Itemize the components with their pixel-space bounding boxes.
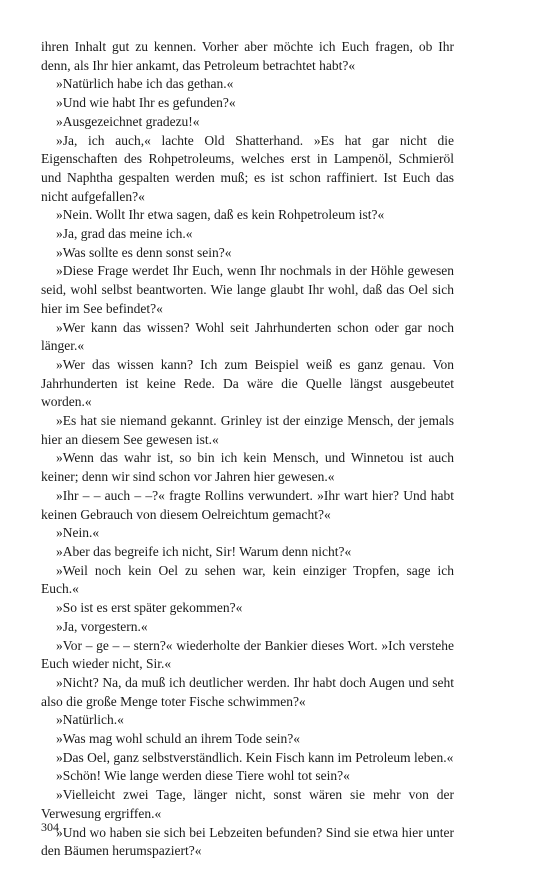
paragraph: »Nein. Wollt Ihr etwa sagen, daß es kein Rohpetroleum ist?«	[56, 207, 385, 223]
paragraph: »Ausgezeichnet gradezu!«	[56, 113, 200, 129]
paragraph: »Natürlich habe ich das gethan.«	[56, 76, 234, 92]
paragraph: »Und wo haben sie sich bei Lebzeiten befunden? Sind sie etwa hier unter den Bäumen herumspaziert?«	[41, 824, 454, 859]
paragraph: »Schön! Wie lange werden diese Tiere wohl tot sein?«	[56, 768, 350, 784]
paragraph: »Und wie habt Ihr es gefunden?«	[56, 95, 236, 111]
paragraph: »Ihr – – auch – –?« fragte Rollins verwundert. »Ihr wart hier? Und habt keinen Gebrauch von diesem Oelreichtum gemacht?«	[41, 487, 454, 522]
paragraph: »So ist es erst später gekommen?«	[56, 600, 243, 616]
paragraph: »Wer kann das wissen? Wohl seit Jahrhunderten schon oder gar noch länger.«	[41, 319, 454, 354]
paragraph: »Nein.«	[56, 525, 100, 541]
paragraph: »Vielleicht zwei Tage, länger nicht, sonst wären sie mehr von der Verwesung ergriffen.«	[41, 787, 454, 821]
paragraph: »Vor – ge – – stern?« wiederholte der Bankier dieses Wort. »Ich verstehe Euch wieder nicht, Sir.«	[41, 637, 454, 672]
paragraph: »Was sollte es denn sonst sein?«	[56, 244, 232, 260]
paragraph: »Ja, grad das meine ich.«	[56, 226, 193, 242]
paragraph: »Wer das wissen kann? Ich zum Beispiel weiß es ganz genau. Von Jahrhunderten ist keine Rede. Da wäre die Quelle längst ausgebeutet worden.«	[41, 356, 454, 410]
paragraph: »Nicht? Na, da muß ich deutlicher werden. Ihr habt doch Augen und seht also die große Menge toter Fische schwimmen?«	[41, 674, 454, 709]
paragraph: »Natürlich.«	[56, 712, 124, 728]
paragraph: »Weil noch kein Oel zu sehen war, kein einziger Tropfen, sage ich Euch.«	[41, 562, 454, 597]
paragraph: »Was mag wohl schuld an ihrem Tode sein?«	[56, 731, 301, 747]
paragraph: »Wenn das wahr ist, so bin ich kein Mensch, und Winnetou ist auch keiner; denn wir sind schon vor Jahren hier gewesen.«	[41, 450, 454, 485]
paragraph: »Ja, vorgestern.«	[56, 618, 148, 634]
paragraph: ihren Inhalt gut zu kennen. Vorher aber möchte ich Euch fragen, ob Ihr denn, als Ihr hier ankamt, das Petroleum betrachtet habt?«	[41, 39, 454, 73]
paragraph: »Aber das begreife ich nicht, Sir! Warum denn nicht?«	[56, 543, 352, 559]
paragraph: »Ja, ich auch,« lachte Old Shatterhand. »Es hat gar nicht die Eigenschaften des Rohpetroleums, welches erst in Lampenöl, Schmieröl und Naphtha gespalten werden muß; es ist schon raffiniert. Ist Euch das nicht aufgefallen?«	[41, 132, 454, 204]
paragraph: »Es hat sie niemand gekannt. Grinley ist der einzige Mensch, der jemals hier an diesem See gewesen ist.«	[41, 413, 454, 447]
paragraph: »Das Oel, ganz selbstverständlich. Kein Fisch kann im Petroleum leben.«	[56, 749, 454, 765]
body-text	[41, 38, 454, 861]
paragraph: »Diese Frage werdet Ihr Euch, wenn Ihr nochmals in der Höhle gewesen seid, wohl selbst beantworten. Wie lange glaubt Ihr wohl, daß das Oel sich hier im See befindet?«	[41, 263, 454, 316]
page-number: 304	[41, 820, 59, 834]
